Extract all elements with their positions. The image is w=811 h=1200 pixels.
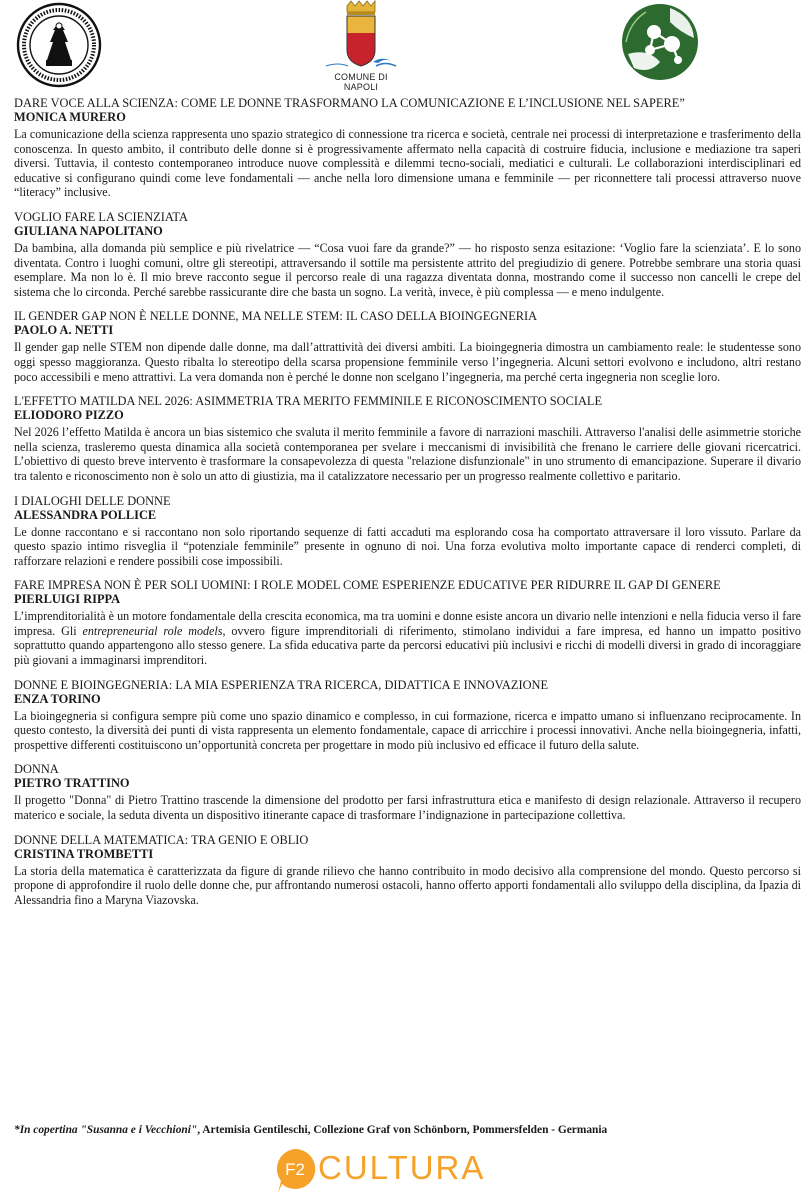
program-entry [14, 210, 801, 299]
entry-title: I DIALOGHI DELLE DONNE [14, 493, 171, 508]
f2-logo-word: CULTURA [318, 1149, 486, 1186]
comune-di-napoli-logo [318, 0, 404, 90]
program-entry [14, 762, 801, 822]
program-content [14, 96, 801, 917]
program-entry [14, 394, 801, 483]
entry-abstract [14, 609, 801, 667]
program-entry [14, 494, 801, 569]
header-logos [0, 0, 811, 92]
abstract-italic-term: entrepreneurial role models [82, 623, 223, 638]
entry-title: L'EFFETTO MATILDA NEL 2026: ASIMMETRIA TRA MERITO FEMMINILE E RICONOSCIMENTO SOCIALE [14, 394, 603, 409]
entry-title: DONNE DELLA MATEMATICA: TRA GENIO E OBLIO [14, 832, 309, 847]
f2-cultura-logo [272, 1146, 486, 1196]
entry-abstract: Nel 2026 l’effetto Matilda è ancora un bias sistemico che svaluta il merito femminile a favore di narrazioni maschili. Attraverso l'analisi delle asimmetrie storiche nella scienza, trasleremo questa dinamica alla società contemporanea per svelare i meccanismi di invisibilità che frenano le carriere delle giovani ricercatrici. L’obiettivo di questo breve intervento è trasformare la consapevolezza di questa "relazione disfunzionale" in uno strumento di emancipazione. Superare il divario tra talento e riconoscimento non è solo un atto di giustizia, ma il catalizzatore necessario per un progresso realmente collettivo e paritario. [14, 425, 801, 483]
caption-title: *In copertina "Susanna e i Vecchioni" [14, 1124, 198, 1136]
entry-title: DARE VOCE ALLA SCIENZA: COME LE DONNE TRASFORMANO LA COMUNICAZIONE E L’INCLUSIONE NEL SAPERE” [14, 96, 685, 110]
entry-author: CRISTINA TROMBETTI [14, 846, 154, 861]
entry-author: MONICA MURERO [14, 110, 126, 124]
comune-label: COMUNE DI NAPOLI [334, 72, 388, 92]
entry-abstract: Le donne raccontano e si raccontano non solo riportando sequenze di fatti accaduti ma esplorando cosa ha comportato attraversare il loro vissuto. Parlare da questo spazio intimo risveglia il “potenziale femminile” presente in ognuno di noi. Una forza evolutiva molto importante capace di renderci completi, di rafforzare relazioni e rendere possibili cose impossibili. [14, 524, 801, 568]
entry-abstract: Da bambina, alla domanda più semplice e più rivelatrice — “Cosa vuoi fare da grande?” — ho risposto senza esitazione: ‘Voglio fare la scienziata’. E lo sono diventata. Contro i luoghi comuni, oltre gli stereotipi, attraversando il sottile ma persistente attrito del pregiudizio di genere. Potrebbe sembrare una storia quasi esemplare. Ma non lo è. Il mio breve racconto segue il percorso reale di una ragazza diventata donna, mostrando come il successo non cancelli le crepe del sistema che lo circonda. Perché sarebbe rassicurante dire che basta un sogno. La verità, invece, è più complessa — e meno indulgente. [14, 240, 801, 299]
entry-author: ELIODORO PIZZO [14, 408, 124, 423]
entry-abstract: La comunicazione della scienza rappresenta uno spazio strategico di connessione tra ricerca e società, centrale nei processi di interpretazione e trasferimento della conoscenza. In questo ambito, il contributo delle donne si è progressivamente affermato nella capacità di costruire fiducia, inclusione e mediazione tra saperi diversi. Tuttavia, il contesto contemporaneo introduce nuove complessità e dilemmi tecno-sociali, mediatici e culturali. Le collaborazioni interdisciplinari ed educative si configurano quindi come leve fondamentali — anche nella loro dimensione umana e femminile — per riconnettere tali processi attraverso nuove “literacy” inclusive. [14, 127, 801, 200]
entry-author: ENZA TORINO [14, 691, 101, 706]
entry-title: DONNE E BIOINGEGNERIA: LA MIA ESPERIENZA TRA RICERCA, DIDATTICA E INNOVAZIONE [14, 677, 549, 692]
program-entry [14, 578, 801, 667]
entry-abstract: La storia della matematica è caratterizzata da figure di grande rilievo che hanno contribuito in modo decisivo alla comprensione del mondo. Questo percorso si propone di approfondire il ruolo delle donne che, pur affrontando numerosi ostacoli, hanno offerto apporti fondamentali allo sviluppo della disciplina, da Ipazia di Alessandria fino a Maryna Viazovska. [14, 863, 801, 907]
university-seal-icon [16, 2, 102, 88]
entry-author: ALESSANDRA POLLICE [14, 507, 157, 522]
entry-abstract: Il progetto "Donna" di Pietro Trattino trascende la dimensione del prodotto per farsi infrastruttura etica e manifesto di design relazionale. Attraverso il recupero materico e sociale, la seduta diventa un dispositivo itinerante capace di trasformare l’indignazione in partecipazione collettiva. [14, 793, 801, 823]
program-entry [14, 678, 801, 753]
entry-title: DONNA [14, 762, 59, 777]
cover-caption [14, 1124, 801, 1136]
program-entry [14, 833, 801, 908]
entry-title: VOGLIO FARE LA SCIENZIATA [14, 209, 188, 224]
program-entry [14, 96, 801, 200]
entry-abstract: La bioingegneria si configura sempre più come uno spazio dinamico e complesso, in cui formazione, ricerca e impatto umano si influenzano reciprocamente. In questo contesto, la diversità dei punti di vista rappresenta un elemento fondamentale, capace di arricchire i processi innovativi. Anche nella bioingegneria, infatti, prospettive differenti costituiscono un’opportunità concreta per progettare in modo più inclusivo ed efficace il futuro della salute. [14, 708, 801, 752]
entry-author: PIERLUIGI RIPPA [14, 592, 121, 607]
abstract-text: , ovvero figure imprenditoriali di riferimento, stimolano individui a fare impresa, ed hanno un impatto positivo soprattutto quando appartengono allo stesso genere. La sfida educativa parte da percorsi educativi più inclusivi e ricchi di modelli diversi in grado di incoraggiare più giovani a immaginarsi imprenditori. [14, 623, 801, 668]
abstract-text: L’imprenditorialità è un motore fondamentale della crescita economica, ma tra uomini e donne esiste ancora un divario nelle intenzioni e nella fiducia verso il fare impresa. Gli [14, 609, 801, 638]
program-entry [14, 309, 801, 384]
f2-badge-text: F2 [285, 1160, 305, 1179]
entry-title: FARE IMPRESA NON È PER SOLI UOMINI: I ROLE MODEL COME ESPERIENZE EDUCATIVE PER RIDURRE IL GAP DI GENERE [14, 578, 721, 593]
entry-author: PAOLO A. NETTI [14, 323, 114, 338]
entry-author: GIULIANA NAPOLITANO [14, 223, 163, 238]
naples-crest-icon [318, 0, 404, 72]
entry-author: PIETRO TRATTINO [14, 776, 130, 791]
entry-abstract: Il gender gap nelle STEM non dipende dalle donne, ma dall’attrattività dei diversi ambiti. La bioingegneria dimostra un cambiamento reale: le studentesse sono oggi spesso maggioranza. Questo ribalta lo stereotipo della scarsa propensione femminile verso l’ingegneria. Alcuni settori evolvono e includono, altri restano poco accessibili e meno attrattivi. La vera domanda non è perché le donne non scelgano l’ingegneria, ma perché certa ingegneria non sceglie loro. [14, 340, 801, 384]
caption-credit: , Artemisia Gentileschi, Collezione Graf von Schönborn, Pommersfelden - Germania [197, 1124, 608, 1136]
entry-title: IL GENDER GAP NON È NELLE DONNE, MA NELLE STEM: IL CASO DELLA BIOINGEGNERIA [14, 309, 538, 324]
green-leaf-emblem-icon [620, 2, 700, 82]
f2-speech-bubble-icon [272, 1146, 318, 1196]
